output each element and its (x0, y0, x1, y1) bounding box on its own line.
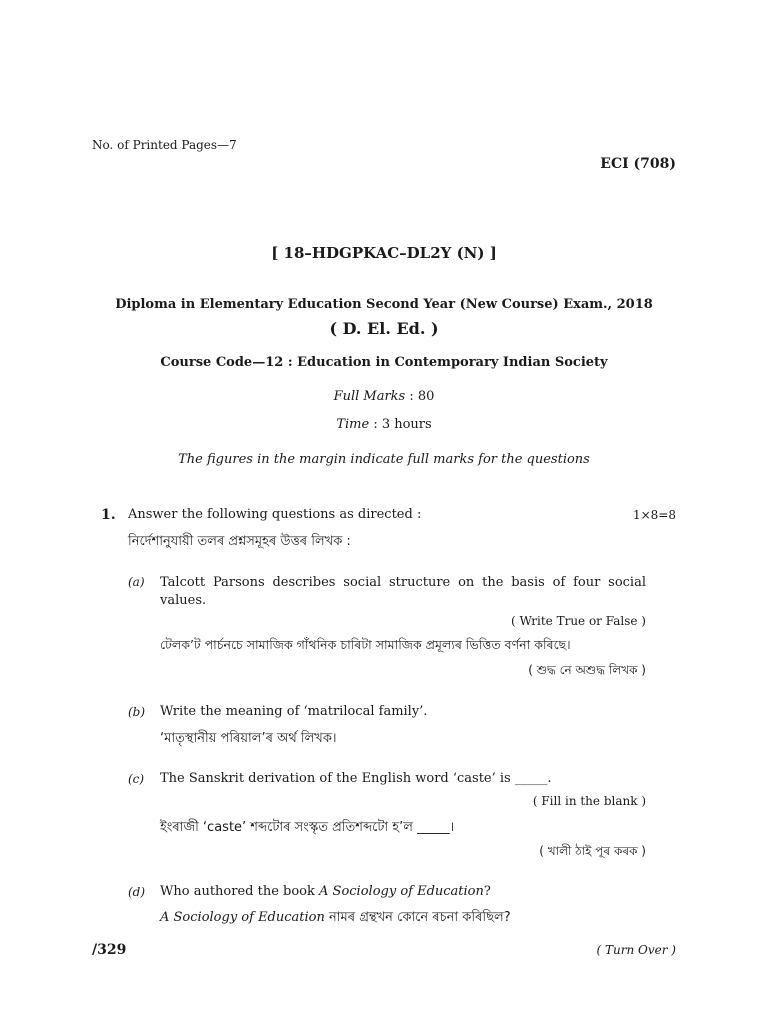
item-d-native (160, 908, 511, 929)
item-a-native-hint: ( শুদ্ধ নে অশুদ্ধ লিখক ) (528, 663, 646, 677)
item-d-text-prefix: Who authored the book (160, 884, 320, 899)
item-c-text: The Sanskrit derivation of the English word ‘caste’ is _____. (160, 771, 552, 786)
item-c-hint: ( Fill in the blank ) (532, 794, 646, 808)
question-number: 1. (101, 507, 116, 523)
paper-code: [ 18–HDGPKAC–DL2Y (N) ] (271, 244, 497, 262)
item-b-text: Write the meaning of ‘matrilocal family’. (160, 704, 428, 719)
item-d-native-rest: নামৰ গ্ৰন্থখন কোনে ৰচনা কৰিছিল? (324, 910, 511, 925)
exam-time (0, 417, 768, 432)
item-d-book-title: A Sociology of Education (319, 884, 484, 899)
item-d-label: (d) (128, 885, 146, 899)
instruction: The figures in the margin indicate full marks for the questions (178, 452, 590, 467)
item-c-native-hint: ( খালী ঠাই পূৰ কৰক ) (539, 844, 646, 858)
item-c-label: (c) (128, 772, 145, 786)
turn-over-note: ( Turn Over ) (596, 943, 676, 957)
item-a-label: (a) (128, 575, 145, 589)
full-marks-label: Full Marks (333, 389, 406, 404)
item-b-label: (b) (128, 705, 146, 719)
page-id: /329 (92, 942, 127, 958)
printed-pages-note: No. of Printed Pages—7 (92, 138, 237, 152)
item-a-native: টেলক’ট পাৰ্চনচে সামাজিক গাঁথনিক চাৰিটা সামাজিক প্ৰমূল্যৰ ভিত্তিত বৰ্ণনা কৰিছে। (160, 637, 571, 652)
question-prompt-native: নির্দেশানুযায়ী তলৰ প্ৰশ্নসমূহৰ উত্তৰ লিখক : (128, 534, 351, 549)
item-a-text: Talcott Parsons describes social structure on the basis of four social values. (160, 575, 646, 608)
item-b-native: ‘মাতৃস্থানীয় পৰিয়াল’ৰ অৰ্থ লিখক। (160, 731, 337, 746)
item-a-hint: ( Write True or False ) (510, 614, 646, 628)
item-d-text (160, 884, 491, 899)
course-short-name: ( D. El. Ed. ) (329, 319, 439, 338)
exam-title: Diploma in Elementary Education Second Year (New Course) Exam., 2018 (115, 297, 653, 312)
course-code: Course Code—12 : Education in Contemporary Indian Society (160, 355, 608, 370)
question-marks: 1×8=8 (632, 508, 676, 522)
full-marks-value: : 80 (409, 389, 435, 404)
item-c-native: ইংৰাজী ‘caste’ শব্দটোৰ সংস্কৃত প্ৰতিশব্দটো হ’ল _____। (160, 820, 455, 835)
item-d-native-book-title: A Sociology of Education (160, 910, 325, 925)
full-marks (0, 389, 768, 404)
question-prompt: Answer the following questions as directed : (128, 507, 422, 522)
time-value: : 3 hours (373, 417, 432, 432)
item-d-text-suffix: ? (483, 884, 491, 899)
exam-code: ECI (708) (600, 156, 676, 172)
time-label: Time (336, 417, 370, 432)
